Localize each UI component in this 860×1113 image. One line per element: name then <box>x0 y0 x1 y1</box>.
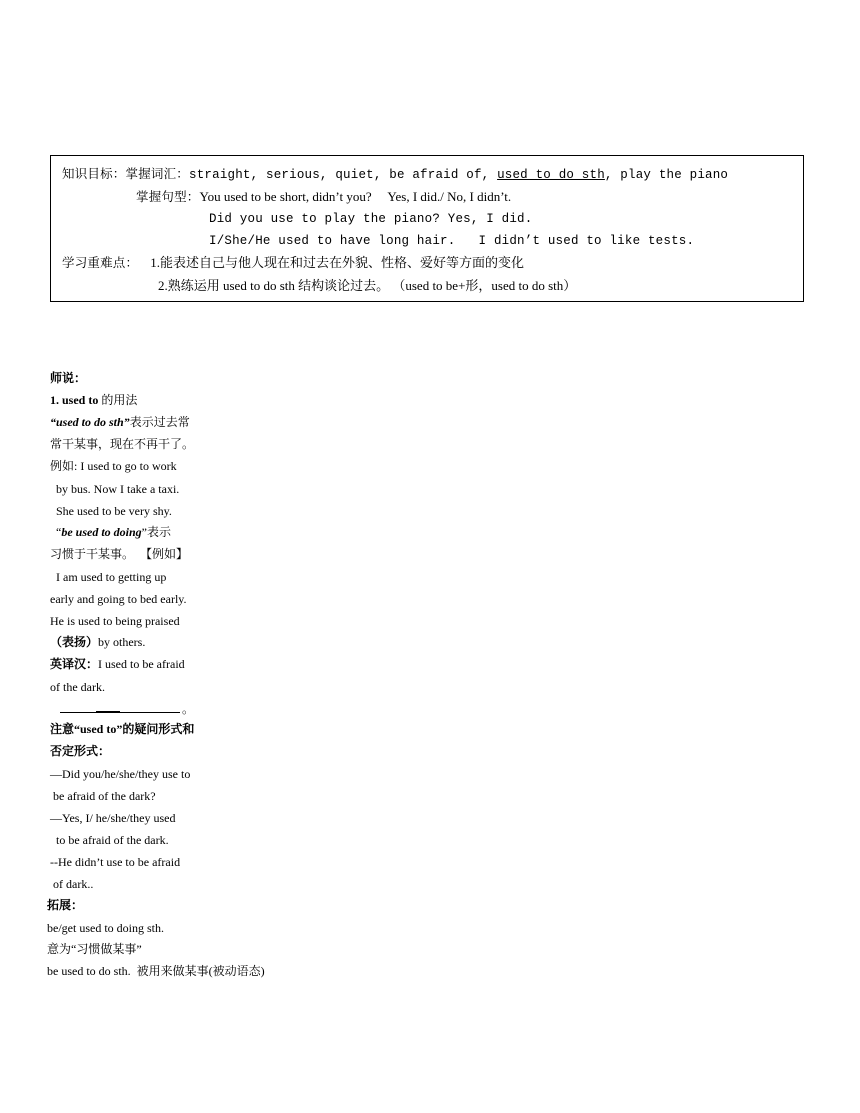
question-line-1: —Did you/he/she/they use to <box>50 767 191 781</box>
definition-line-2: 常干某事，现在不再干了。 <box>50 437 195 451</box>
extension-line-1: be/get used to doing sth. <box>47 921 164 935</box>
definition-term: “used to do sth” <box>50 415 130 429</box>
example-1: 例如: I used to go to work <box>50 459 177 473</box>
pattern-line-1 <box>136 189 511 206</box>
negative-line-1: --He didn’t use to be afraid <box>50 855 181 869</box>
example-7-tail: by others. <box>98 635 146 649</box>
answer-line-1: —Yes, I/ he/she/they used <box>50 811 176 825</box>
habit-line: 习惯于干某事。 【例如】 <box>50 547 189 561</box>
answer-line-2: to be afraid of the dark. <box>50 833 169 847</box>
usage-heading <box>50 393 137 407</box>
example-5: early and going to bed early. <box>50 592 187 606</box>
negative-line-2: of dark.. <box>50 877 94 891</box>
translate-text: I used to be afraid <box>98 657 185 671</box>
answer-blank <box>60 712 180 713</box>
extension-line-3: be used to do sth. 被用来做某事(被动语态) <box>47 964 265 978</box>
vocab-line <box>62 167 728 183</box>
question-line-2: be afraid of the dark? <box>50 789 156 803</box>
example-6: He is used to being praised <box>50 614 180 628</box>
definition-tail: 表示过去常 <box>129 415 190 429</box>
translate-line <box>50 657 185 671</box>
example-7-gloss: （表扬） <box>50 635 99 649</box>
key-label: 学习重难点： <box>62 257 139 271</box>
key-2: 2.熟练运用 used to do sth 结构谈论过去。 （used to be+形，used to do sth） <box>158 278 577 293</box>
definition-line <box>50 415 190 429</box>
pattern-1: You used to be short, didn’t you? Yes, I did./ No, I didn’t. <box>199 189 512 204</box>
vocab-underlined: used to do sth <box>497 168 605 182</box>
vocab-items: straight, serious, quiet, be afraid of, <box>189 168 498 182</box>
pattern-2: Did you use to play the piano? Yes, I did. <box>209 212 533 226</box>
extension-line-2: 意为“习惯做某事” <box>47 942 142 956</box>
pattern-3: I/She/He used to have long hair. I didn’t used to like tests. <box>209 234 695 248</box>
extension-heading: 拓展： <box>47 898 84 912</box>
be-used-open-quote: “ <box>50 525 62 539</box>
vocab-tail: , play the piano <box>604 168 729 182</box>
translate-label: 英译汉： <box>50 657 99 671</box>
example-3: She used to be very shy. <box>50 504 172 518</box>
pattern-label: 掌握句型： <box>136 191 200 205</box>
be-used-to-term: be used to doing <box>61 525 142 539</box>
key-line-1 <box>62 255 524 272</box>
example-7 <box>50 635 145 649</box>
key-1: 1.能表述自己与他人现在和过去在外貌、性格、爱好等方面的变化 <box>150 255 524 270</box>
be-used-to-tail: ”表示 <box>141 525 171 539</box>
example-4: I am used to getting up <box>50 570 167 584</box>
usage-heading-bold: 1. used to <box>50 393 99 407</box>
usage-heading-tail: 的用法 <box>98 393 138 407</box>
translate-line-2: of the dark. <box>50 680 105 694</box>
example-2: by bus. Now I take a taxi. <box>50 482 180 496</box>
answer-blank-mark <box>96 711 120 713</box>
note-line-1: 注意“used to”的疑问形式和 <box>50 722 195 736</box>
note-line-2: 否定形式： <box>50 744 111 758</box>
vocab-label: 知识目标：掌握词汇： <box>62 168 190 182</box>
be-used-to-line <box>50 525 171 539</box>
teacher-says-heading: 师说： <box>50 371 87 385</box>
answer-blank-period: 。 <box>182 702 195 716</box>
